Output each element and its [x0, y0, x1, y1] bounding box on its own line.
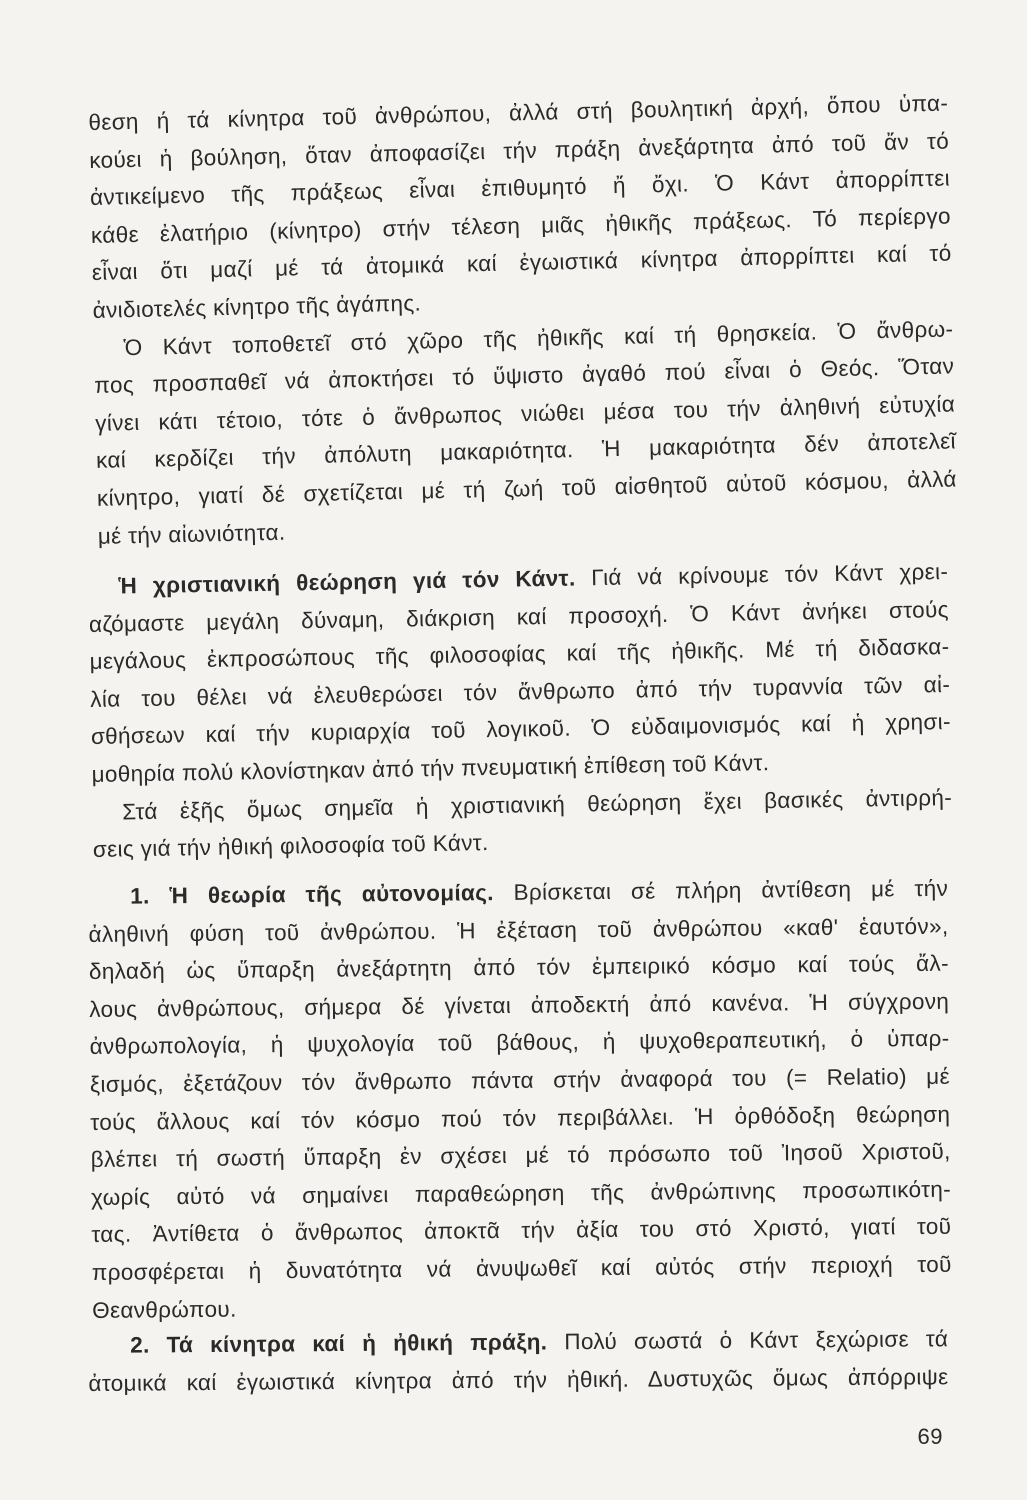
text-line	[88, 1320, 948, 1364]
section-christian-view	[88, 553, 953, 869]
heading-continuation: Βρίσκεται σέ πλήρη ἀντίθεση μέ τήν	[493, 875, 949, 906]
section-autonomy-theory	[88, 870, 952, 1329]
paragraph-kant-motives	[88, 84, 958, 555]
text-line: κάθε ἐλατήριο (κίνητρο) στήν τέλεση μιᾶς ἠθικῆς πράξεως. Τό περίεργο	[90, 203, 952, 248]
text-line: μεγάλους ἐκπροσώπους τῆς φιλοσοφίας καί τῆς ἠθικῆς. Μέ τή διδασκα-	[89, 634, 950, 675]
text-line: ἀληθινή φύση τοῦ ἀνθρώπου. Ἡ ἐξέταση τοῦ ἀνθρώπου «καθ' ἑαυτόν»,	[88, 913, 949, 947]
text-line: μοθηρία πολύ κλονίστηκαν ἀπό τήν πνευματική ἐπίθεση τοῦ Κάντ.	[91, 750, 770, 787]
text-line: τούς ἄλλους καί τόν κόσμο πού τόν περιβάλλει. Ἡ ὀρθόδοξη θεώρηση	[90, 1101, 951, 1135]
numbered-heading: 2. Τά κίνητρα καί ἡ ἠθική πράξη.	[130, 1329, 548, 1358]
text-line: μέ τήν αἰωνιότητα.	[97, 519, 286, 549]
text-line: ἀτομικά καί ἐγωιστικά κίνητρα ἀπό τήν ἠθική. Δυστυχῶς ὅμως ἀπόρριψε	[88, 1363, 949, 1396]
text-line: ἀνθρωπολογία, ἡ ψυχολογία τοῦ βάθους, ἡ ψυχοθεραπευτική, ὁ ὑπαρ-	[89, 1026, 950, 1060]
text-line: λία του θέλει νά ἐλευθερώσει τόν ἄνθρωπο ἀπό τήν τυραννία τῶν αἰ-	[90, 671, 951, 712]
text-line: Ὁ Κάντ τοποθετεῖ στό χῶρο τῆς ἠθικῆς καί τή θρησκεία. Ὁ ἄνθρω-	[123, 315, 954, 360]
text-line: κίνητρο, γιατί δέ σχετίζεται μέ τή ζωή τοῦ αἰσθητοῦ αὐτοῦ κόσμου, ἀλλά	[96, 466, 958, 511]
text-line: ξισμός, ἐξετάζουν τόν ἄνθρωπο πάντα στήν ἀναφορά του (= Relatio) μέ	[89, 1063, 951, 1097]
heading-continuation: Γιά νά κρίνουμε τόν Κάντ χρει-	[575, 558, 949, 591]
text-line: σθήσεων καί τήν κυριαρχία τοῦ λογικοῦ. Ὁ εὐδαιμονισμός καί ἡ χρησι-	[90, 709, 952, 750]
text-line: λους ἀνθρώπους, σήμερα δέ γίνεται ἀποδεκτή ἀπό κανένα. Ἡ σύγχρονη	[89, 988, 950, 1022]
text-line: πος προσπαθεῖ νά ἀποκτήσει τό ὕψιστο ἀγαθό πού εἶναι ὁ Θεός. Ὅταν	[94, 353, 955, 399]
text-line: ἀντικείμενο τῆς πράξεως εἶναι ἐπιθυμητό ἤ ὄχι. Ὁ Κάντ ἀπορρίπτει	[89, 165, 951, 211]
page-number: 69	[917, 1424, 943, 1449]
text-line: βλέπει τή σωστή ὕπαρξη ἐν σχέσει μέ τό πρόσωπο τοῦ Ἰησοῦ Χριστοῦ,	[90, 1138, 951, 1173]
heading-continuation: Πολύ σωστά ὁ Κάντ ξεχώρισε τά	[547, 1326, 949, 1355]
text-line: Θεανθρώπου.	[92, 1296, 237, 1323]
text-line: καί κερδίζει τήν ἀπόλυτη μακαριότητα. Ἡ μακαριότητα δέν ἀποτελεῖ	[95, 428, 957, 474]
text-line: προσφέρεται ἡ δυνατότητα νά ἀνυψωθεῖ καί αὐτός στήν περιοχή τοῦ	[91, 1251, 952, 1285]
text-line: θεση ή τά κίνητρα τοῦ ἀνθρώπου, ἀλλά στή βουλητική ἀρχή, ὅπου ὑπα-	[88, 90, 949, 135]
text-line: γίνει κάτι τέτοιο, τότε ὁ ἄνθρωπος νιώθει μέσα του τήν ἀληθινή εὐτυχία	[94, 391, 956, 436]
text-line: χωρίς αὐτό νά σημαίνει παραθεώρηση τῆς ἀνθρώπινης προσωπικότη-	[90, 1176, 952, 1210]
numbered-heading: 1. Ἡ θεωρία τῆς αὐτονομίας.	[130, 880, 494, 909]
text-line: σεις γιά τήν ἠθική φιλοσοφία τοῦ Κάντ.	[92, 830, 489, 863]
text-line: ἀνιδιοτελές κίνητρο τῆς ἀγάπης.	[92, 290, 422, 323]
text-line: εἶναι ὅτι μαζί μέ τά ἀτομικά καί ἐγωιστικά κίνητρα ἀπορρίπτει καί τό	[91, 240, 952, 286]
text-line: δηλαδή ὡς ὕπαρξη ἀνεξάρτητη ἀπό τόν ἐμπειρικό κόσμο καί τούς ἄλ-	[88, 950, 949, 985]
section-heading: Ἡ χριστιανική θεώρηση γιά τόν Κάντ.	[118, 565, 576, 599]
text-line: Στά ἑξῆς ὅμως σημεῖα ἡ χριστιανική θεώρηση ἔχει βασικές ἀντιρρή-	[122, 784, 953, 824]
text-line: αζόμαστε μεγάλη δύναμη, διάκριση καί προσοχή. Ὁ Κάντ ἀνήκει στούς	[88, 596, 950, 637]
text-line: κούει ἡ βούληση, ὅταν ἀποφασίζει τήν πράξη ἀνεξάρτητα ἀπό τοῦ ἄν τό	[88, 128, 950, 173]
section-motives-ethical-act	[88, 1320, 949, 1402]
text-line: τας. Ἀντίθετα ὁ ἄνθρωπος ἀποκτᾶ τήν ἀξία του στό Χριστό, γιατί τοῦ	[91, 1214, 952, 1248]
